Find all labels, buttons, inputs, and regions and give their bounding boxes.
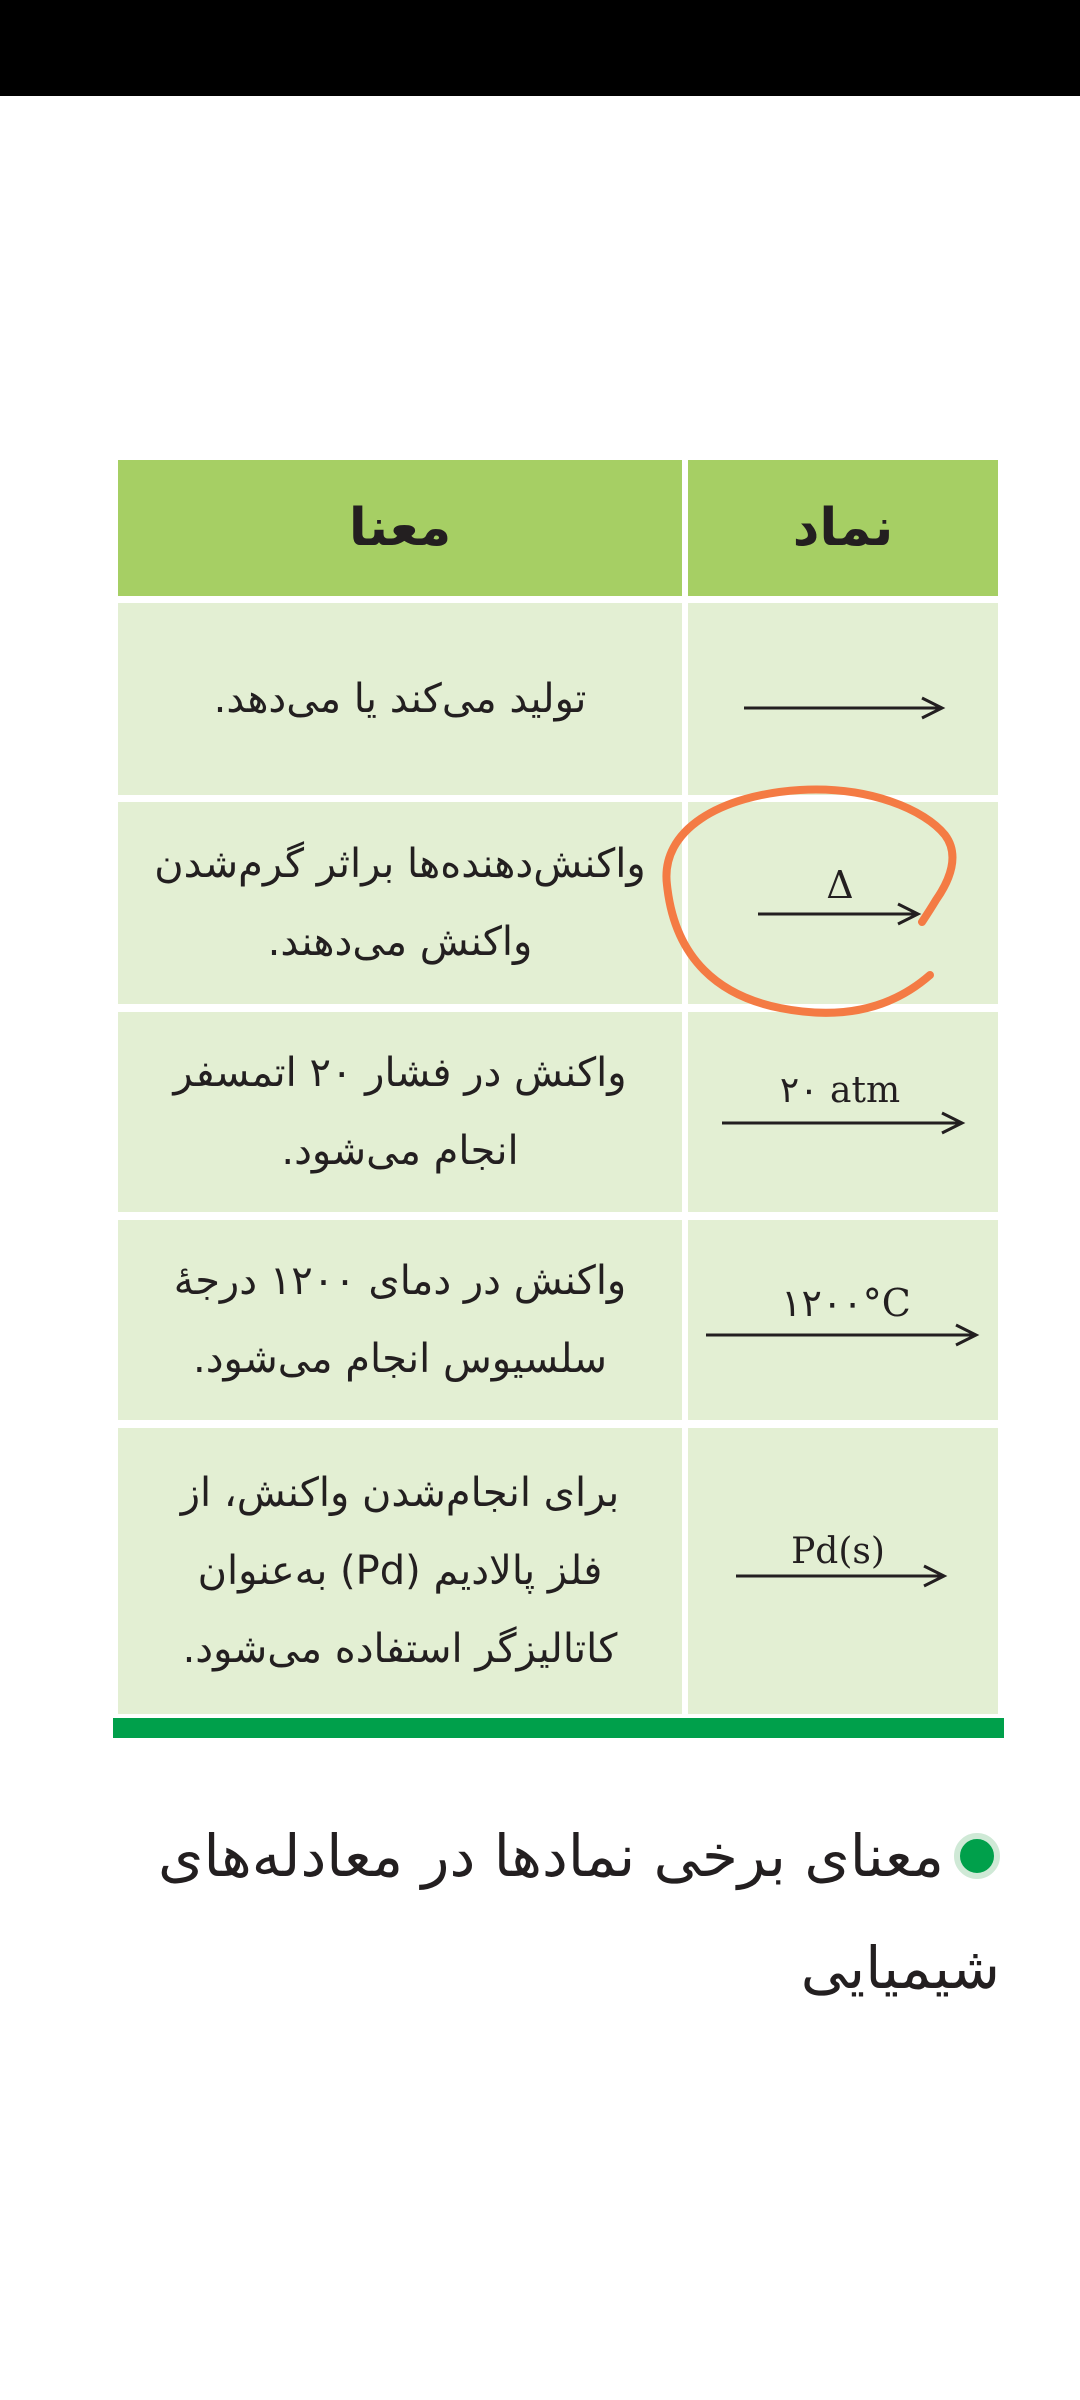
table-row [118, 1012, 998, 1212]
meaning-cell [118, 603, 682, 795]
meaning-text: واکنش در دمای ۱۲۰۰ درجهٔ سلسیوس انجام می‌شود. [173, 1258, 627, 1382]
section-heading [100, 1800, 1000, 2024]
meaning-cell [118, 802, 682, 1004]
meaning-text: برای انجام‌شدن واکنش، از فلز پالادیم (Pd) به‌عنوان کاتالیزگر استفاده می‌شود. [180, 1470, 620, 1672]
meaning-cell [118, 1428, 682, 1714]
meaning-cell [118, 1220, 682, 1420]
catalyst-symbol-label: Pd(s) [791, 1531, 885, 1572]
symbol-cell [688, 603, 998, 795]
pressure-symbol-label: ۲۰ atm [779, 1070, 901, 1111]
meaning-text: واکنش در فشار ۲۰ اتمسفر انجام می‌شود. [173, 1050, 627, 1174]
table-row [118, 1428, 998, 1714]
pressure-arrow-icon [688, 1012, 998, 1212]
hand-drawn-circle-annotation [640, 770, 980, 1030]
table-row [118, 1220, 998, 1420]
header-meaning-label: معنا [348, 498, 452, 558]
meaning-cell [118, 1012, 682, 1212]
bullet-icon [954, 1833, 1000, 1879]
header-symbol-cell [688, 460, 998, 596]
temperature-arrow-icon [688, 1220, 998, 1420]
table-header-row [118, 460, 998, 596]
symbol-cell [688, 1220, 998, 1420]
meaning-text: واکنش‌دهنده‌ها براثر گرم‌شدن واکنش می‌دهند. [154, 841, 646, 965]
symbol-cell [688, 1012, 998, 1212]
table-row [118, 603, 998, 795]
status-bar [0, 0, 1080, 96]
symbol-cell [688, 1428, 998, 1714]
header-meaning-cell [118, 460, 682, 596]
meaning-text: تولید می‌کند یا می‌دهد. [213, 676, 587, 722]
arrow-icon [688, 603, 998, 795]
header-symbol-label: نماد [792, 498, 894, 558]
section-heading-text: معنای برخی نمادها در معادله‌های شیمیایی [158, 1822, 1000, 2002]
temperature-symbol-label: ۱۲۰۰°C [781, 1281, 911, 1325]
table-bottom-rule [113, 1718, 1004, 1738]
heat-symbol-label: Δ [826, 863, 854, 907]
catalyst-arrow-icon [688, 1428, 998, 1714]
